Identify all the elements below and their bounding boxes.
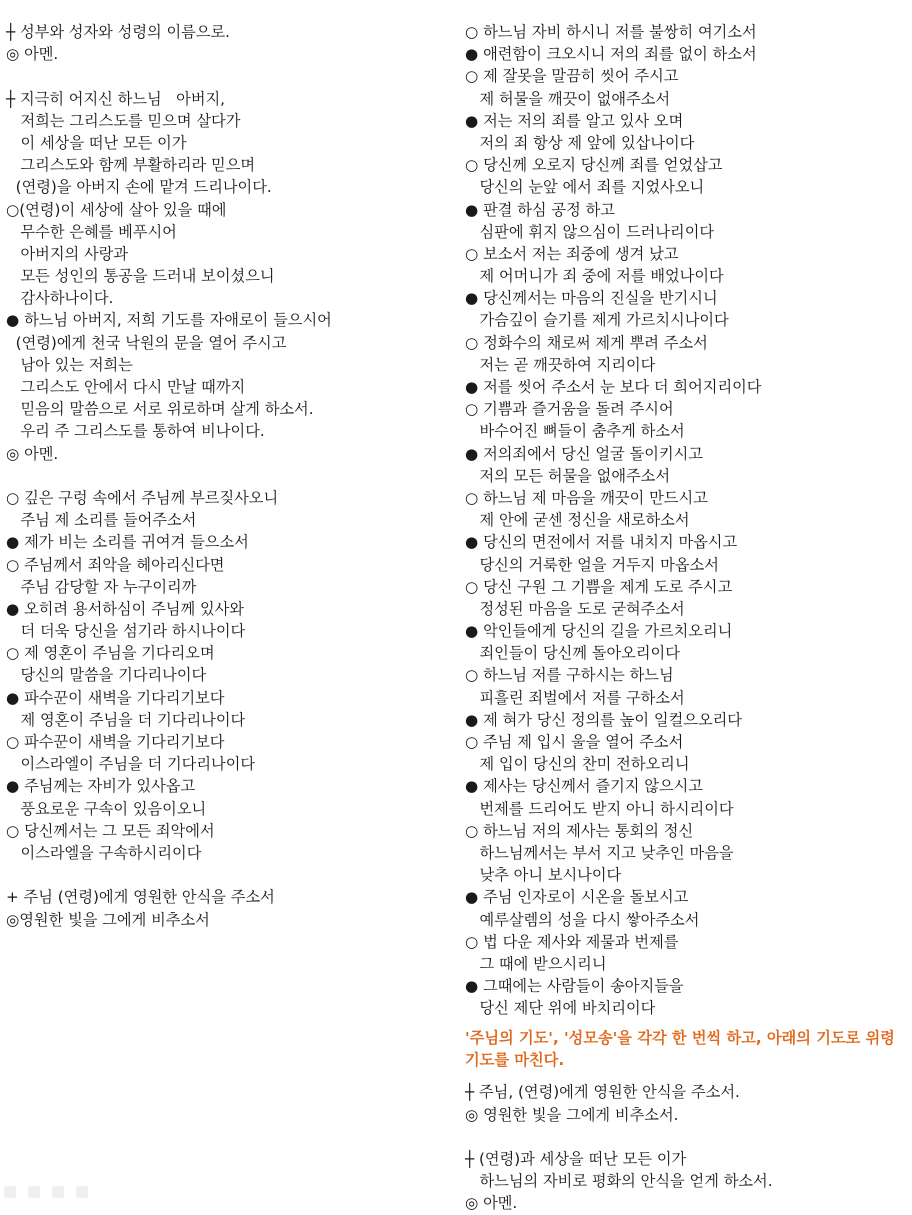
prayer-line: ◎ 아멘. (6, 45, 59, 64)
prayer-line: ○ 당신 구원 그 기쁨을 제게 도로 주시고 (465, 577, 733, 596)
prayer-line: (연령)을 아버지 손에 맡겨 드리나이다. (6, 178, 272, 197)
prayer-line: (연령)에게 천국 낙원의 문을 열어 주시고 (6, 333, 287, 352)
prayer-line: ○ 법 다운 제사와 제물과 번제를 (465, 932, 679, 951)
toolbar-icon (52, 1186, 64, 1198)
prayer-line: ● 주님께는 자비가 있사옵고 (6, 777, 196, 796)
prayer-line: ◎ 아멘. (6, 444, 59, 463)
prayer-line: ◎ 아멘. (465, 1194, 518, 1213)
prayer-line: ● 당신께서는 마음의 진실을 반기시니 (465, 289, 718, 308)
prayer-line: ● 당신의 면전에서 저를 내치지 마옵시고 (465, 533, 738, 552)
toolbar-icon (28, 1186, 40, 1198)
prayer-line: ◎ 영원한 빛을 그에게 비추소서. (465, 1105, 679, 1124)
prayer-line: 정성된 마음을 도로 굳혀주소서 (465, 599, 685, 618)
faded-toolbar (4, 1184, 164, 1200)
prayer-line: + 주님 (연령)에게 영원한 안식을 주소서 (6, 888, 275, 907)
prayer-line: 이스라엘이 주님을 더 기다리나이다 (6, 755, 256, 774)
right-column (465, 21, 905, 1215)
prayer-line: ● 제 혀가 당신 정의를 높이 일컬으오리다 (465, 710, 742, 729)
prayer-line: 바수어진 뼈들이 춤추게 하소서 (465, 422, 685, 441)
prayer-line: ○ 제 잘못을 말끔히 씻어 주시고 (465, 67, 679, 86)
instruction-notice: '주님의 기도', '성모송'을 각각 한 번씩 하고, 아래의 기도로 위령기도를 마친다. (465, 1029, 895, 1070)
prayer-line: 감사하나이다. (6, 289, 114, 308)
prayer-line: ● 제사는 당신께서 즐기지 않으시고 (465, 777, 703, 796)
blank-line (6, 465, 446, 487)
prayer-line: ○ 기쁨과 즐거움을 돌려 주시어 (465, 400, 674, 419)
prayer-line: ● 오히려 용서하심이 주님께 있사와 (6, 599, 244, 618)
prayer-line: ┼ 성부와 성자와 성령의 이름으로. (6, 23, 231, 41)
prayer-line: 저의 죄 항상 제 앞에 있삽나이다 (465, 133, 695, 152)
prayer-line: ○ 주님 제 입시 울을 열어 주소서 (465, 733, 684, 751)
prayer-line: 제 안에 굳센 정신을 새로하소서 (465, 511, 690, 530)
prayer-line: ○ 하느님 저의 제사는 통회의 정신 (465, 821, 694, 840)
prayer-line: 그리스도 안에서 다시 만날 때까지 (6, 378, 246, 396)
prayer-line: ● 파수꾼이 새벽을 기다리기보다 (6, 688, 225, 707)
prayer-line: 무수한 은혜를 베푸시어 (6, 222, 177, 241)
prayer-line: ● 제가 비는 소리를 귀여겨 들으소서 (6, 533, 249, 552)
prayer-line: ○ 깊은 구렁 속에서 주님께 부르짖사오니 (6, 488, 279, 507)
prayer-line: ○ 당신께서는 그 모든 죄악에서 (6, 821, 215, 840)
prayer-line: 하느님의 자비로 평화의 안식을 얻게 하소서. (465, 1172, 773, 1191)
prayer-line: 죄인들이 당신께 돌아오리이다 (465, 644, 680, 663)
prayer-line: 아버지의 사랑과 (6, 244, 129, 263)
prayer-line: 심판에 휘지 않으심이 드러나리이다 (465, 222, 715, 241)
prayer-line: 저는 곧 깨끗하여 지리이다 (465, 355, 656, 374)
prayer-line: 저의 모든 허물을 없애주소서 (465, 466, 671, 485)
prayer-line: 더 더욱 당신을 섬기라 하시나이다 (6, 622, 246, 641)
prayer-line: 당신의 거룩한 얼을 거두지 마옵소서 (465, 555, 719, 574)
prayer-line: ○ 정화수의 채로써 제게 뿌려 주소서 (465, 333, 708, 352)
prayer-line: 당신의 눈앞 에서 죄를 지었사오니 (465, 178, 705, 197)
prayer-line: 제 허물을 깨끗이 없애주소서 (465, 89, 671, 108)
prayer-line: 제 영혼이 주님을 더 기다리나이다 (6, 710, 246, 729)
prayer-line: 가슴깊이 슬기를 제게 가르치시나이다 (465, 311, 729, 330)
closing-prayer (465, 1081, 905, 1214)
prayer-line: ┼ (연령)과 세상을 떠난 모든 이가 (465, 1150, 687, 1168)
prayer-line: 주님 제 소리를 들어주소서 (6, 511, 197, 530)
blank-line (6, 864, 446, 886)
prayer-line: ○ 하느님 자비 하시니 저를 불쌍히 여기소서 (465, 23, 757, 41)
prayer-line: ● 그때에는 사람들이 송아지들을 (465, 977, 684, 996)
prayer-line: ● 주님 인자로이 시온을 돌보시고 (465, 888, 689, 907)
prayer-line: ● 저의죄에서 당신 얼굴 돌이키시고 (465, 444, 703, 463)
prayer-line: ○ 주님께서 죄악을 헤아리신다면 (6, 555, 225, 574)
prayer-line: ○ 하느님 제 마음을 깨끗이 만드시고 (465, 488, 708, 507)
prayer-line: ● 하느님 아버지, 저희 기도를 자애로이 들으시어 (6, 311, 332, 330)
blank-line (465, 1126, 905, 1148)
prayer-line: ● 애련함이 크오시니 저의 죄를 없이 하소서 (465, 45, 757, 64)
prayer-line: 주님 감당할 자 누구이리까 (6, 577, 197, 596)
psalm-51-text (465, 21, 905, 1019)
prayer-line: 믿음의 말씀으로 서로 위로하며 살게 하소서. (6, 400, 314, 419)
blank-line (6, 65, 446, 87)
prayer-line: ┼ 주님, (연령)에게 영원한 안식을 주소서. (465, 1083, 740, 1102)
prayer-line: ● 저를 씻어 주소서 눈 보다 더 희어지리이다 (465, 378, 762, 396)
prayer-line: 하느님께서는 부서 지고 낮추인 마음을 (465, 843, 734, 862)
prayer-line: 낮추 아니 보시나이다 (465, 866, 622, 885)
prayer-line: 예루살렘의 성을 다시 쌓아주소서 (465, 910, 700, 929)
prayer-line: ○ 보소서 저는 죄중에 생겨 났고 (465, 244, 679, 263)
prayer-line: ○ 당신께 오로지 당신께 죄를 얻었삽고 (465, 156, 723, 175)
prayer-line: 제 입이 당신의 찬미 전하오리니 (465, 755, 690, 774)
prayer-line: 우리 주 그리스도를 통하여 비나이다. (6, 422, 265, 441)
prayer-line: 피흘린 죄벌에서 저를 구하소서 (465, 688, 685, 707)
prayer-line: ● 판결 하심 공정 하고 (465, 200, 615, 219)
prayer-line: ◎영원한 빛을 그에게 비추소서 (6, 910, 210, 929)
prayer-line: 그리스도와 함께 부활하리라 믿으며 (6, 156, 256, 175)
prayer-line: ○ 파수꾼이 새벽을 기다리기보다 (6, 733, 225, 751)
prayer-line: 풍요로운 구속이 있음이오니 (6, 799, 207, 818)
prayer-line: ┼ 지극히 어지신 하느님 아버지, (6, 89, 225, 108)
prayer-line: 이스라엘을 구속하시리이다 (6, 843, 202, 862)
prayer-line: 당신 제단 위에 바치리이다 (465, 999, 656, 1018)
toolbar-icon (4, 1186, 16, 1198)
toolbar-icon (76, 1186, 88, 1198)
prayer-line: ○(연령)이 세상에 살아 있을 때에 (6, 200, 227, 219)
prayer-line: 남아 있는 저희는 (6, 355, 133, 374)
prayer-line: ○ 제 영혼이 주님을 기다리오며 (6, 644, 215, 663)
prayer-line: ● 악인들에게 당신의 길을 가르치오리니 (465, 622, 733, 641)
prayer-line: ○ 하느님 저를 구하시는 하느님 (465, 666, 674, 685)
prayer-line: 당신의 말씀을 기다리나이다 (6, 666, 207, 685)
prayer-line: 번제를 드리어도 받지 아니 하시리이다 (465, 799, 734, 818)
prayer-line: 제 어머니가 죄 중에 저를 배었나이다 (465, 267, 724, 286)
prayer-line: ● 저는 저의 죄를 알고 있사 오며 (465, 111, 684, 130)
prayer-line: 이 세상을 떠난 모든 이가 (6, 133, 187, 152)
prayer-line: 저희는 그리스도를 믿으며 살다가 (6, 111, 241, 130)
prayer-line: 그 때에 받으시리니 (465, 954, 607, 973)
left-column (6, 21, 446, 931)
prayer-line: 모든 성인의 통공을 드러내 보이셨으니 (6, 267, 275, 286)
